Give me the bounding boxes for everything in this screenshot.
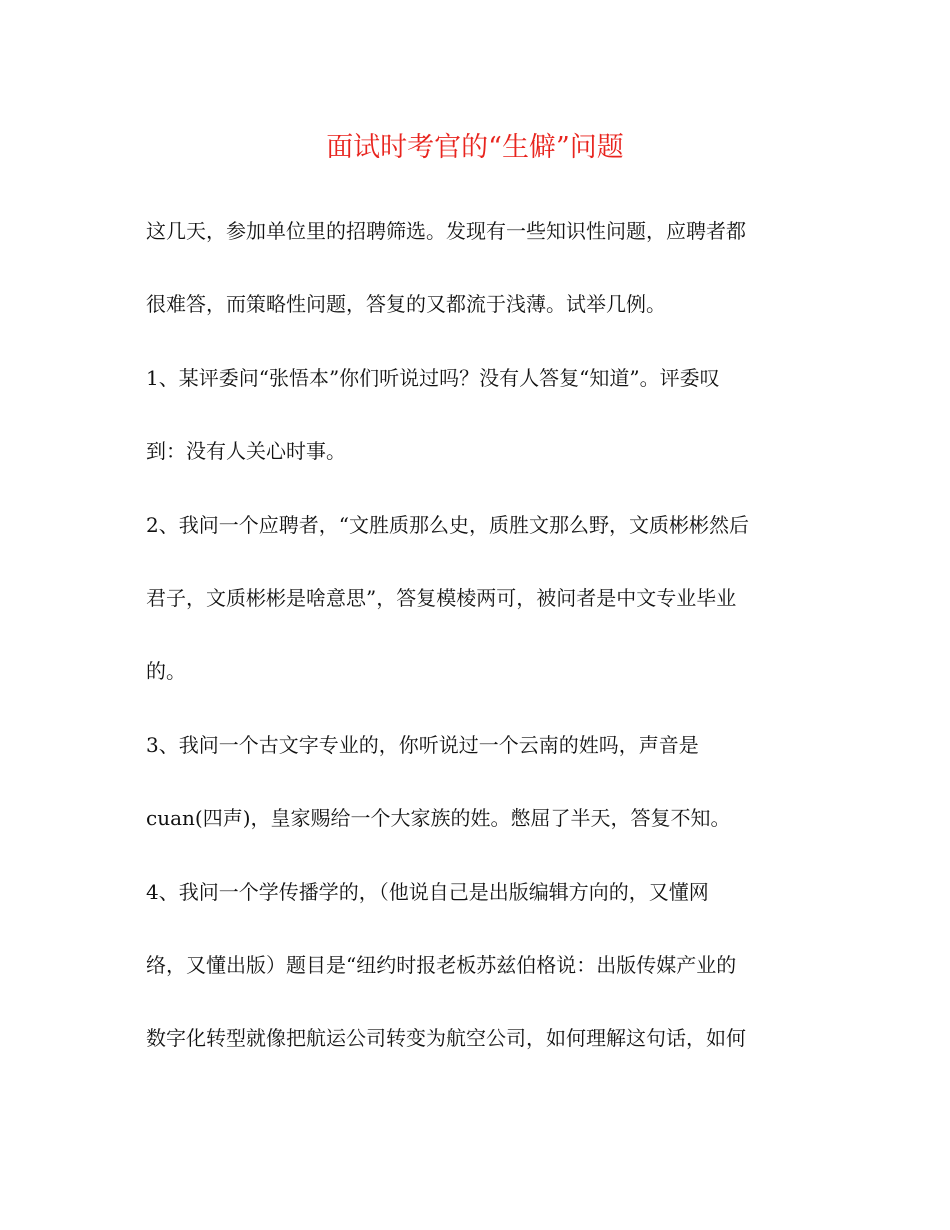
body-line: 3、我问一个古文字专业的，你听说过一个云南的姓吗，声音是 [146, 732, 699, 757]
body-line: 这几天，参加单位里的招聘筛选。发现有一些知识性问题，应聘者都 [146, 219, 746, 243]
body-line: 1、某评委问“张悟本”你们听说过吗？没有人答复“知道”。评委叹 [146, 365, 720, 390]
body-line: 很难答，而策略性问题，答复的又都流于浅薄。试举几例。 [146, 292, 666, 317]
body-line: 2、我问一个应聘者，“文胜质那么史，质胜文那么野，文质彬彬然后 [146, 512, 749, 537]
document-body [146, 211, 806, 1092]
body-line: 数字化转型就像把航运公司转变为航空公司，如何理解这句话，如何 [146, 1026, 746, 1051]
body-line: 君子，文质彬彬是啥意思”，答复模棱两可，被问者是中文专业毕业 [146, 585, 737, 610]
body-line: 的。 [146, 659, 186, 684]
document-title: 面试时考官的“生僻”问题 [326, 132, 624, 163]
body-line: 络，又懂出版）题目是“纽约时报老板苏兹伯格说：出版传媒产业的 [146, 952, 737, 977]
body-line: cuan(四声)，皇家赐给一个大家族的姓。憋屈了半天，答复不知。 [146, 806, 731, 831]
body-line: 4、我问一个学传播学的，（他说自己是出版编辑方向的，又懂网 [146, 879, 709, 904]
body-line: 到：没有人关心时事。 [146, 439, 346, 464]
